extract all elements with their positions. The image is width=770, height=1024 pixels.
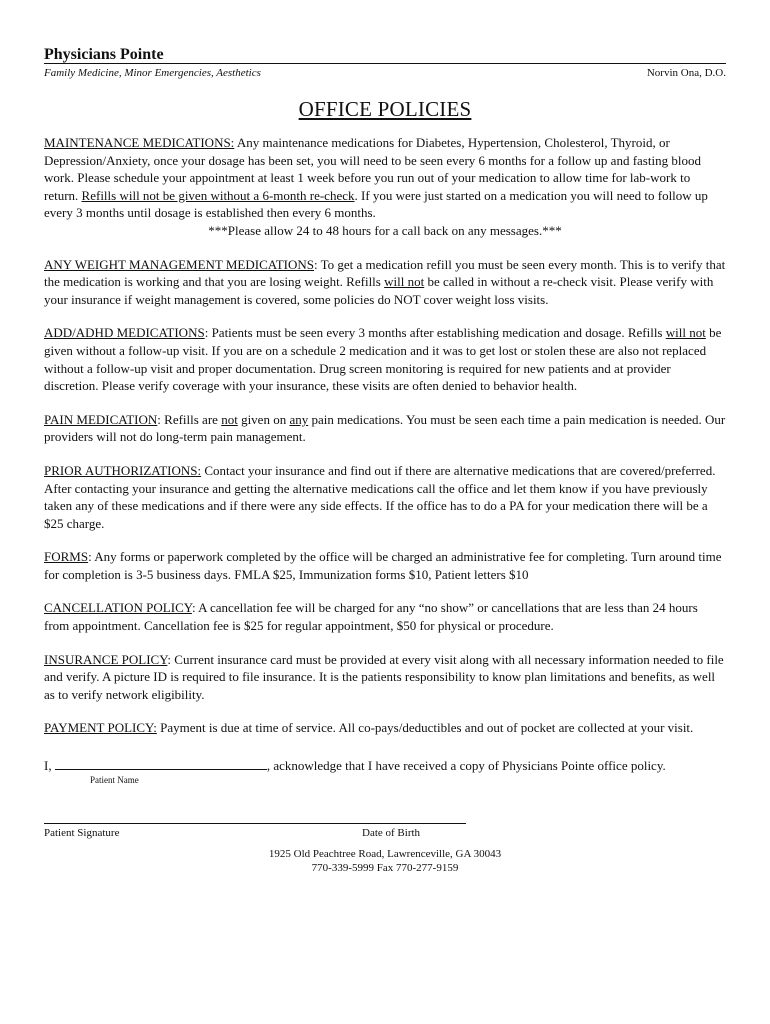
date-of-birth-label: Date of Birth (362, 827, 421, 840)
patient-name-field[interactable] (55, 757, 267, 770)
callback-note: ***Please allow 24 to 48 hours for a call back on any messages.*** (208, 222, 562, 238)
page-title: OFFICE POLICIES (298, 97, 472, 121)
policy-forms (44, 548, 726, 583)
acknowledgement-statement (44, 757, 726, 774)
policy-maintenance-medications (44, 134, 726, 222)
header-subline (44, 67, 726, 79)
policy-payment (44, 719, 726, 737)
policy-heading: PRIOR AUTHORIZATIONS: (44, 462, 202, 478)
footer (44, 847, 726, 875)
policy-text: : To get a medication refill you must be seen every month. This is to verify that the medication is working and that you are losing weight. Refills (44, 256, 726, 290)
policy-text: Contact your insurance and find out if there are alternative medications that are covered/preferred. After contacting your insurance and getting the alternative medications call the office and let them know if you have previously taken any of these medications and if there were any side effects. If the office has to do a PA for your medication there will be a $25 charge. (44, 462, 716, 531)
policy-heading: CANCELLATION POLICY (44, 600, 192, 616)
ack-prefix: I, (44, 758, 55, 774)
policy-emphasis: will not (665, 325, 706, 341)
office-address: 1925 Old Peachtree Road, Lawrenceville, GA 30043 (268, 848, 502, 861)
patient-name-label: Patient Name (90, 775, 139, 786)
policy-emphasis: any (289, 411, 309, 427)
office-phone-fax: 770-339-5999 Fax 770-277-9159 (311, 862, 459, 875)
policy-emphasis: not (221, 411, 238, 427)
patient-signature-label: Patient Signature (44, 827, 120, 840)
policy-text: be given without a follow-up visit. If you are on a schedule 2 medication and it was to get lost or stolen these are also not replaced without a follow-up visit and proper documentation. Drug screen monitoring is required for new patients and at provider discretion. Please verify coverage with your insurance, these visits are often denied to behavior health. (44, 325, 722, 394)
policy-emphasis: Refills will not be given without a 6-month re-check (81, 187, 355, 203)
policy-text: given on (237, 411, 290, 427)
doctor-name: Norvin Ona, D.O. (646, 67, 726, 79)
signature-labels (44, 827, 726, 841)
policy-insurance (44, 651, 726, 704)
policy-heading: ADD/ADHD MEDICATIONS (44, 325, 205, 341)
policy-heading: MAINTENANCE MEDICATIONS: (44, 135, 235, 150)
policy-emphasis: will not (384, 274, 425, 290)
policy-text: . If you were just started on a medication you will need to follow up every 3 months until dosage is established then every 6 months. (44, 187, 708, 221)
policy-heading: FORMS (44, 549, 89, 565)
policy-cancellation (44, 599, 726, 634)
policy-pain-medication (44, 411, 726, 446)
policy-text: : Patients must be seen every 3 months after establishing medication and dosage. Refills (204, 325, 666, 341)
office-policy-document (44, 46, 726, 875)
signature-line[interactable] (44, 823, 466, 824)
letterhead (44, 46, 726, 79)
policy-text: pain medications. You must be seen each time a pain medication is needed. Our providers will not do long-term pain management. (44, 411, 726, 445)
policy-add-adhd (44, 324, 726, 394)
policy-heading: INSURANCE POLICY (44, 651, 168, 667)
practice-tagline: Family Medicine, Minor Emergencies, Aesthetics (44, 67, 261, 79)
policy-text: be called in without a re-check visit. Please verify with your insurance if weight management is covered, some policies do NOT cover weight loss visits. (44, 274, 714, 307)
ack-suffix: , acknowledge that I have received a copy of Physicians Pointe office policy. (266, 758, 666, 774)
policy-text: : Any forms or paperwork completed by the office will be charged an administrative fee for completing. Turn around time for completion is 3-5 business days. FMLA $25, Immunization forms $10, Patient letters $10 (44, 549, 722, 582)
policy-text: : Refills are (157, 411, 222, 427)
policy-heading: ANY WEIGHT MANAGEMENT MEDICATIONS (44, 256, 314, 272)
policy-weight-management (44, 256, 726, 309)
policy-heading: PAIN MEDICATION (44, 411, 158, 427)
practice-name: Physicians Pointe (44, 46, 164, 63)
policy-text: Any maintenance medications for Diabetes, Hypertension, Cholesterol, Thyroid, or Depression/Anxiety, once your dosage has been set, you will need to be seen every 6 months for a follow up and fasting blood work. Please schedule your appointment at least 1 week before you run out of your medication to allow time for lab-work to return. (44, 135, 701, 203)
policy-text: Payment is due at time of service. All co-pays/deductibles and out of pocket are collected at your visit. (156, 720, 694, 736)
policy-text: : A cancellation fee will be charged for any “no show” or cancellations that are less than 24 hours from appointment. Cancellation fee is $25 for regular appointment, $50 for physical or procedure. (44, 600, 698, 634)
policy-prior-authorizations (44, 462, 726, 532)
policy-text: : Current insurance card must be provided at every visit along with all necessary information needed to file and verify. A picture ID is required to file insurance. It is the patients responsibility to know plan limitations and benefits, as well as to verify network eligibility. (44, 651, 724, 702)
policy-heading: PAYMENT POLICY: (44, 720, 157, 736)
